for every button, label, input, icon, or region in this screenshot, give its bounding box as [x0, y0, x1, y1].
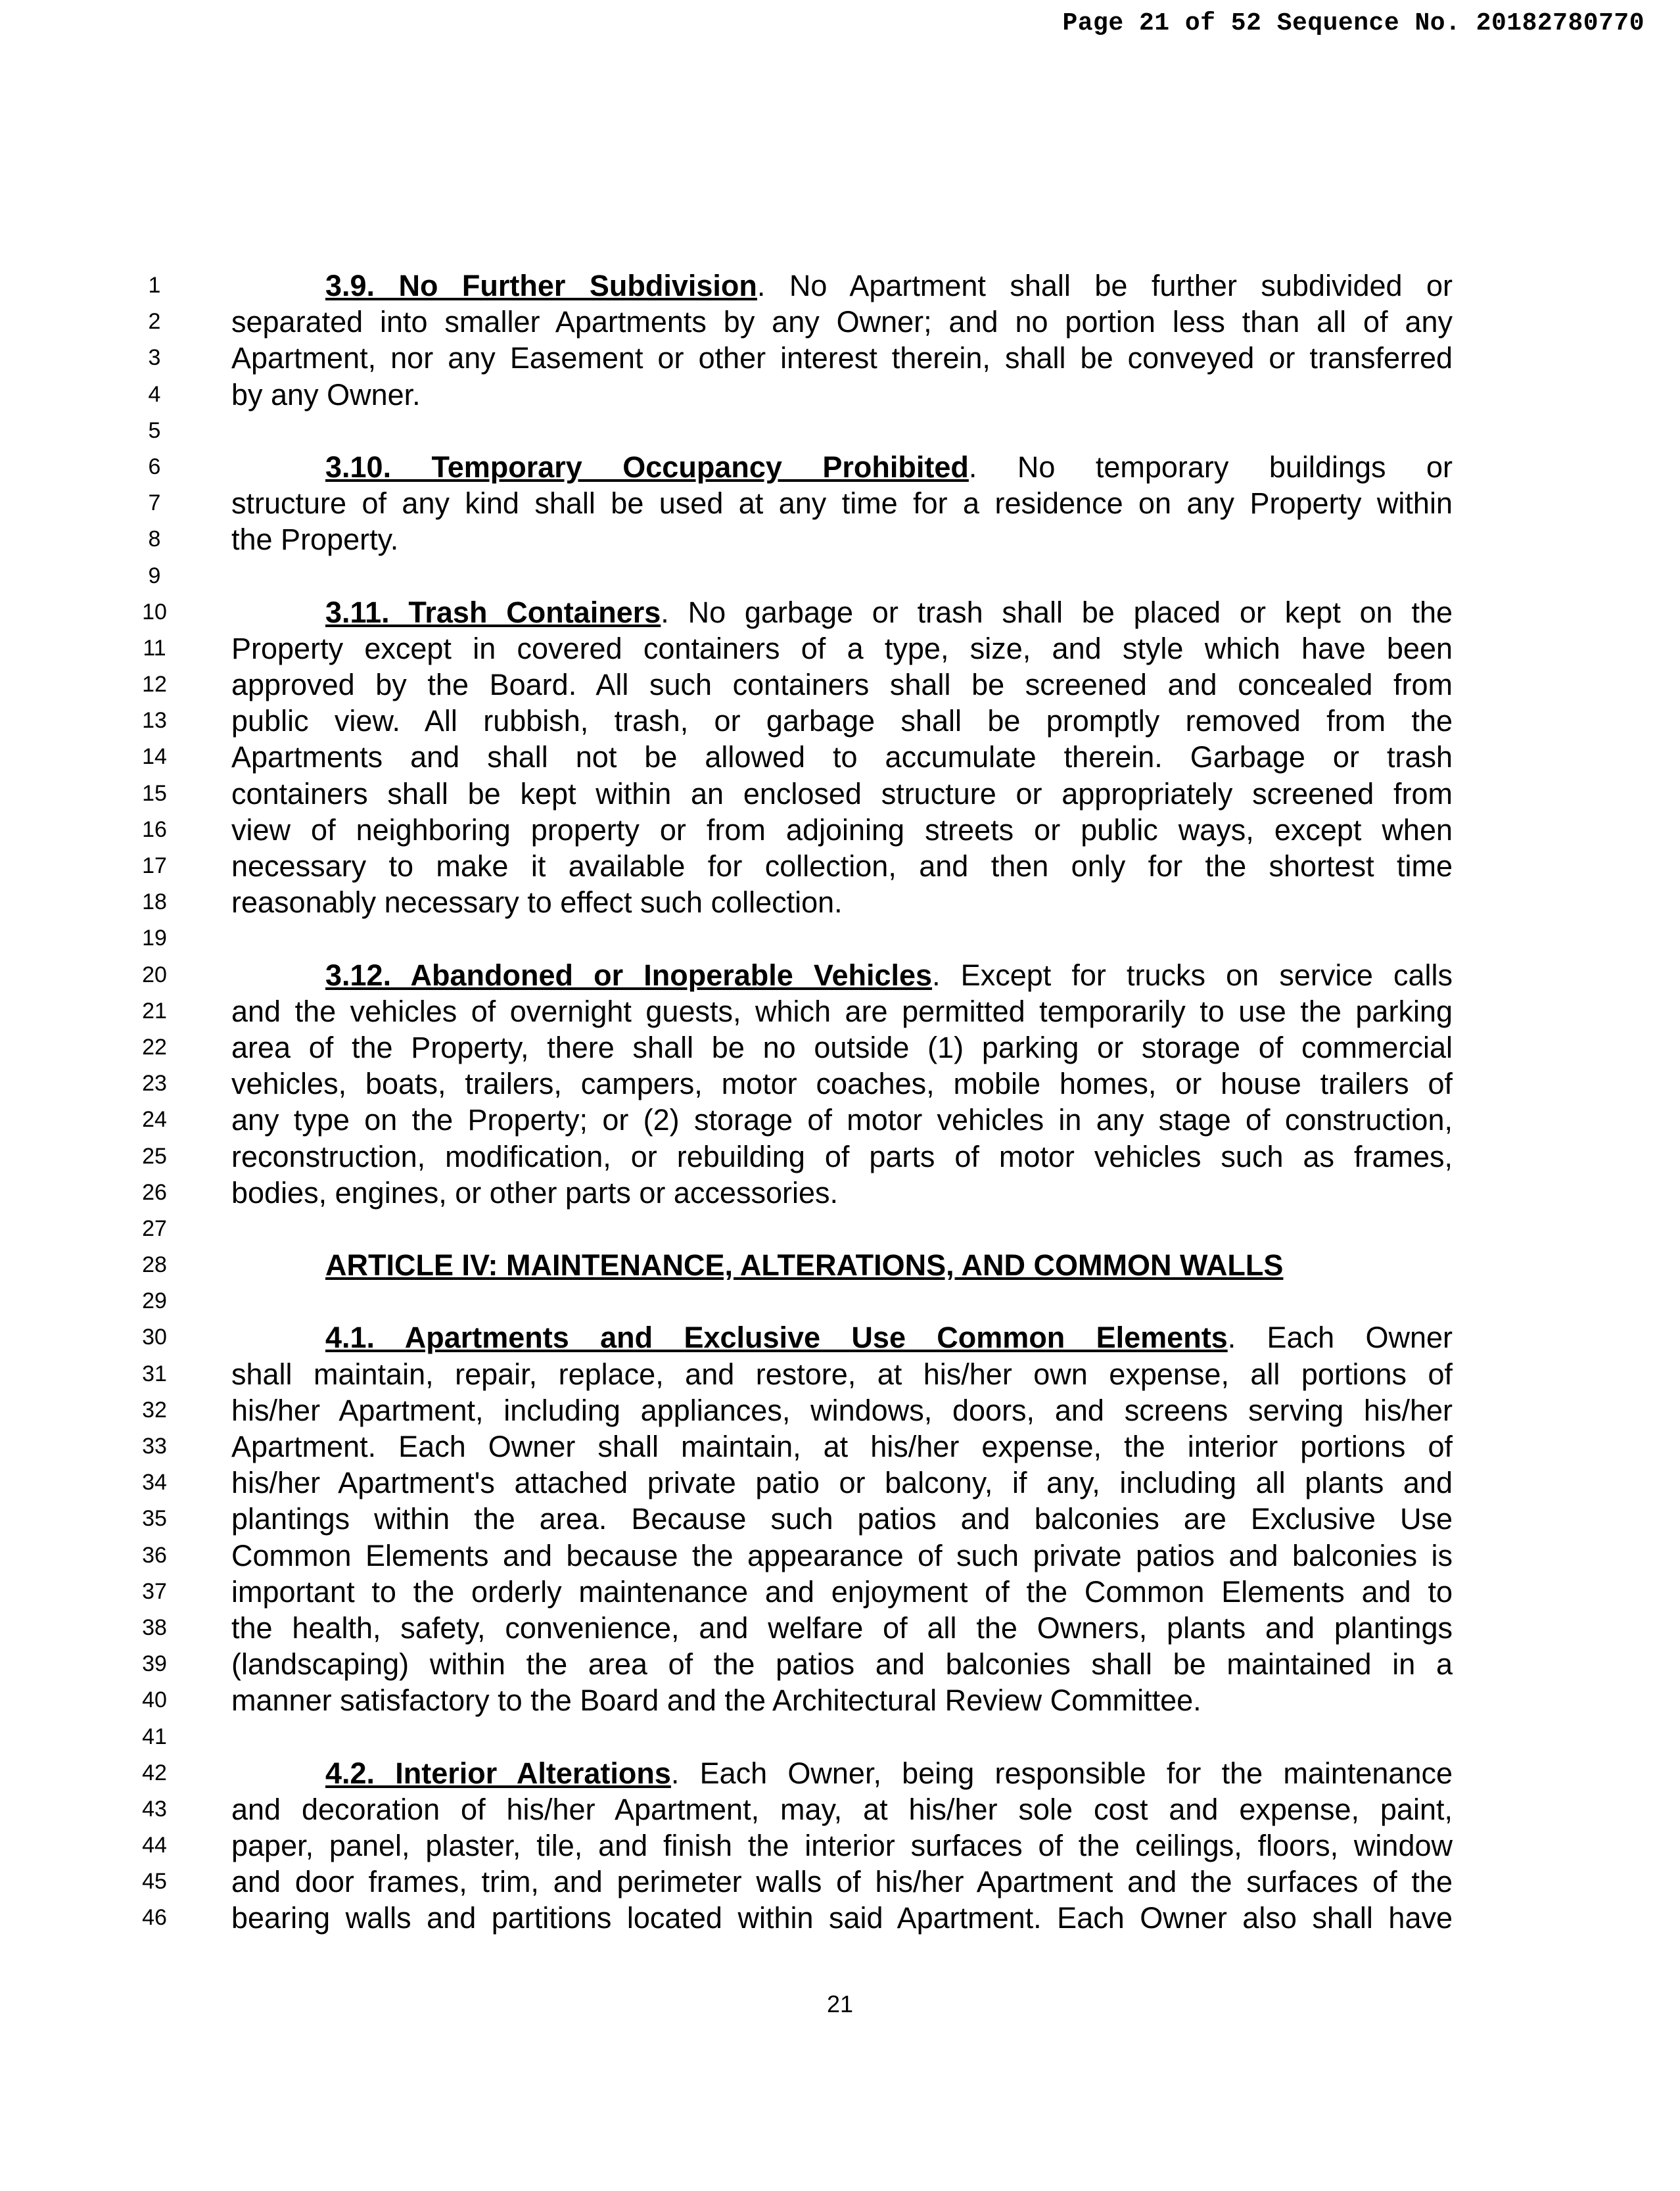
line-number: 1 [148, 273, 161, 298]
line-number: 35 [142, 1506, 167, 1532]
line-number: 14 [142, 744, 167, 770]
document-body [0, 268, 1680, 1937]
document-line [0, 1864, 1680, 1900]
document-line [0, 1102, 1680, 1138]
document-line [0, 957, 1680, 993]
line-text: vehicles, boats, trailers, campers, motor coaches, mobile homes, or house trailers of [231, 1067, 1453, 1101]
section-text: . Except for trucks on service calls [932, 958, 1453, 992]
section-text: . Each Owner, being responsible for the maintenance [670, 1756, 1453, 1790]
line-text: by any Owner. [231, 377, 421, 412]
page-number: 21 [826, 1991, 854, 2017]
document-line [0, 1319, 1680, 1355]
line-number: 29 [142, 1288, 167, 1314]
line-text [325, 449, 1453, 485]
line-number: 11 [143, 635, 166, 661]
document-line [0, 1465, 1680, 1501]
line-text: Apartment, nor any Easement or other interest therein, shall be conveyed or transferred [231, 341, 1453, 375]
line-number: 22 [142, 1034, 167, 1060]
line-number: 19 [142, 926, 167, 951]
article-heading: ARTICLE IV: MAINTENANCE, ALTERATIONS, AND COMMON WALLS [325, 1248, 1284, 1283]
line-number: 40 [142, 1687, 167, 1713]
line-number: 6 [148, 454, 161, 479]
line-text: necessary to make it available for collection, and then only for the shortest time [231, 849, 1453, 883]
line-number: 5 [148, 417, 161, 443]
line-text: the health, safety, convenience, and welfare of all the Owners, plants and plantings [231, 1611, 1453, 1645]
line-number: 7 [148, 490, 161, 516]
line-text: and door frames, trim, and perimeter walls of his/her Apartment and the surfaces of the [231, 1865, 1453, 1899]
line-text: his/her Apartment, including appliances, windows, doors, and screens serving his/her [231, 1393, 1453, 1427]
line-number: 24 [142, 1107, 167, 1133]
line-number: 46 [142, 1905, 167, 1931]
section-heading: 3.10. Temporary Occupancy Prohibited [325, 450, 969, 484]
line-number: 43 [142, 1796, 167, 1822]
line-number: 16 [142, 816, 167, 842]
document-line [0, 1066, 1680, 1102]
line-number: 28 [142, 1252, 167, 1278]
line-text: and decoration of his/her Apartment, may, at his/her sole cost and expense, paint, [231, 1792, 1453, 1826]
line-number: 30 [142, 1325, 167, 1350]
line-text: manner satisfactory to the Board and the Architectural Review Committee. [231, 1684, 1202, 1718]
line-text: Apartments and shall not be allowed to accumulate therein. Garbage or trash [231, 740, 1453, 774]
line-text: and the vehicles of overnight guests, which are permitted temporarily to use the parking [231, 994, 1453, 1028]
document-line [0, 340, 1680, 376]
line-number: 13 [142, 708, 167, 734]
document-line [0, 1356, 1680, 1392]
document-line [0, 667, 1680, 703]
line-number: 45 [142, 1869, 167, 1895]
document-line [0, 1029, 1680, 1066]
line-text [325, 594, 1453, 630]
line-text: Property except in covered containers of a type, size, and style which have been [231, 631, 1453, 665]
line-text: the Property. [231, 523, 399, 557]
document-line [0, 920, 1680, 956]
line-text: shall maintain, repair, replace, and restore, at his/her own expense, all portions of [231, 1357, 1453, 1391]
line-text: reasonably necessary to effect such collection. [231, 885, 843, 920]
section-heading: 4.1. Apartments and Exclusive Use Common Elements [325, 1321, 1228, 1355]
document-line [0, 1392, 1680, 1428]
document-line [0, 1175, 1680, 1211]
line-number: 15 [142, 780, 167, 806]
document-line [0, 1139, 1680, 1175]
line-text: containers shall be kept within an enclosed structure or appropriately screened from [231, 776, 1453, 811]
line-number: 37 [142, 1578, 167, 1604]
line-number: 25 [142, 1143, 167, 1169]
line-number: 8 [148, 527, 161, 552]
section-text: . Each Owner [1227, 1321, 1453, 1355]
line-text: public view. All rubbish, trash, or garbage shall be promptly removed from the [231, 704, 1453, 738]
page-header: Page 21 of 52 Sequence No. 20182780770 [1062, 9, 1645, 37]
line-number: 33 [142, 1434, 167, 1459]
line-number: 38 [142, 1614, 167, 1640]
line-text: Common Elements and because the appearance of such private patios and balconies is [231, 1538, 1453, 1572]
document-line [0, 884, 1680, 920]
line-number: 42 [142, 1760, 167, 1785]
line-number: 21 [142, 998, 167, 1024]
line-text: bodies, engines, or other parts or accessories. [231, 1175, 838, 1210]
document-line [0, 304, 1680, 340]
line-number: 39 [142, 1651, 167, 1677]
document-line [0, 1791, 1680, 1827]
document-line [0, 268, 1680, 304]
line-text [325, 1755, 1453, 1791]
line-number: 12 [142, 672, 167, 697]
document-line [0, 630, 1680, 667]
line-number: 32 [142, 1397, 167, 1423]
document-line [0, 449, 1680, 485]
document-line [0, 1719, 1680, 1755]
document-line [0, 848, 1680, 884]
document-line [0, 703, 1680, 739]
document-line [0, 739, 1680, 775]
line-number: 27 [142, 1215, 167, 1241]
line-text: Apartment. Each Owner shall maintain, at his/her expense, the interior portions of [231, 1430, 1453, 1463]
line-number: 3 [148, 345, 161, 371]
document-line [0, 1755, 1680, 1791]
document-line [0, 413, 1680, 449]
line-number: 44 [142, 1833, 167, 1858]
document-line [0, 1900, 1680, 1936]
document-line [0, 1646, 1680, 1682]
line-number: 34 [142, 1470, 167, 1496]
line-number: 26 [142, 1179, 167, 1205]
line-text: (landscaping) within the area of the patios and balconies shall be maintained in a [231, 1647, 1453, 1682]
line-text [325, 268, 1453, 304]
line-number: 4 [148, 381, 161, 407]
document-line [0, 1682, 1680, 1718]
document-line [0, 776, 1680, 812]
line-number: 36 [142, 1542, 167, 1568]
line-text [325, 957, 1453, 993]
section-heading: 3.11. Trash Containers [325, 595, 661, 629]
document-line [0, 1827, 1680, 1864]
line-text: his/her Apartment's attached private patio or balcony, if any, including all plants and [231, 1466, 1453, 1500]
section-text: . No temporary buildings or [968, 450, 1453, 484]
document-line [0, 1283, 1680, 1319]
document-line [0, 1211, 1680, 1247]
line-number: 31 [142, 1361, 167, 1386]
line-number: 2 [148, 309, 161, 335]
line-number: 17 [142, 853, 167, 878]
document-line [0, 377, 1680, 413]
document-line [0, 558, 1680, 594]
line-number: 18 [142, 889, 167, 915]
document-line [0, 1428, 1680, 1465]
document-line [0, 1247, 1680, 1283]
line-text [325, 1319, 1453, 1355]
line-number: 9 [148, 563, 161, 588]
line-text: view of neighboring property or from adjoining streets or public ways, except when [231, 813, 1453, 847]
document-line [0, 521, 1680, 557]
document-line [0, 1574, 1680, 1610]
section-text: . No Apartment shall be further subdivided or [757, 269, 1453, 302]
line-text: approved by the Board. All such containers shall be screened and concealed from [231, 668, 1453, 702]
document-line [0, 1501, 1680, 1537]
document-line [0, 812, 1680, 848]
line-number: 41 [142, 1724, 167, 1749]
document-line [0, 1610, 1680, 1646]
line-text: area of the Property, there shall be no outside (1) parking or storage of commercial [231, 1030, 1453, 1064]
section-heading: 3.12. Abandoned or Inoperable Vehicles [325, 958, 933, 992]
line-text: any type on the Property; or (2) storage of motor vehicles in any stage of construction, [231, 1103, 1453, 1137]
section-text: . No garbage or trash shall be placed or kept on the [661, 595, 1453, 629]
line-number: 23 [142, 1071, 167, 1096]
line-text: separated into smaller Apartments by any Owner; and no portion less than all of any [231, 305, 1453, 339]
line-text: structure of any kind shall be used at any time for a residence on any Property within [231, 486, 1453, 521]
line-text: reconstruction, modification, or rebuilding of parts of motor vehicles such as frames, [231, 1139, 1453, 1173]
line-text: paper, panel, plaster, tile, and finish the interior surfaces of the ceilings, floors, window [231, 1829, 1453, 1863]
line-text: plantings within the area. Because such patios and balconies are Exclusive Use [231, 1502, 1453, 1536]
line-text: important to the orderly maintenance and enjoyment of the Common Elements and to [231, 1574, 1453, 1609]
section-heading: 3.9. No Further Subdivision [325, 269, 757, 302]
document-line [0, 993, 1680, 1029]
document-line [0, 485, 1680, 521]
line-number: 20 [142, 962, 167, 987]
document-line [0, 594, 1680, 630]
line-number: 10 [142, 599, 167, 624]
section-heading: 4.2. Interior Alterations [325, 1756, 671, 1790]
line-text: bearing walls and partitions located within said Apartment. Each Owner also shall have [231, 1901, 1453, 1935]
document-line [0, 1538, 1680, 1574]
